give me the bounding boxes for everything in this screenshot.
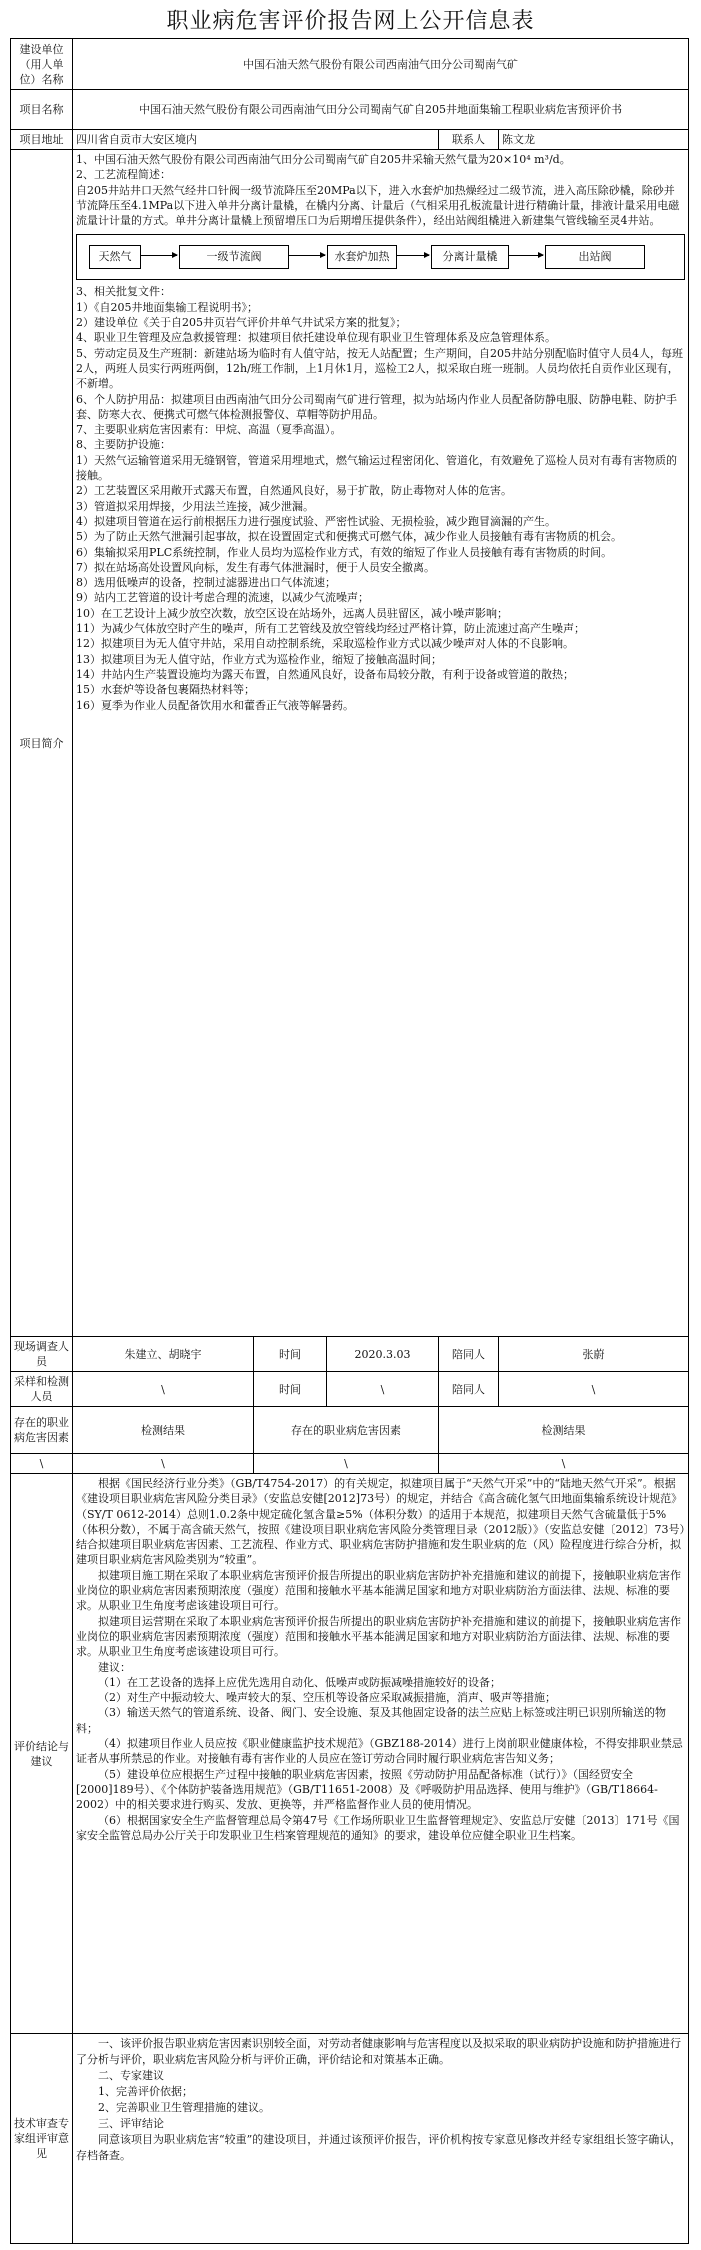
intro-p5: 1）《自205井地面集输工程说明书》；	[76, 300, 258, 314]
measure-4: 4）拟建项目管道在运行前根据压力进行强度试验、严密性试验、无损检验，减少跑冒滴漏的产生。	[76, 514, 556, 528]
row-sampling	[11, 1372, 689, 1407]
hazards-result-label-2: 检测结果	[439, 1407, 689, 1454]
hazards-value-4: \	[439, 1454, 689, 1474]
flow-step-heater: 水套炉加热	[327, 245, 397, 269]
suggestion-6: （6）根据国家安全生产监督管理总局令第47号《工作场所职业卫生监督管理规定》、安监总厅安健〔2013〕171号《国家安全监管总局办公厅关于印发职业卫生档案管理规范的通知》的要求，建设单位应健全职业卫生档案。	[76, 1813, 680, 1842]
intro-p4: 3、相关批复文件：	[76, 285, 171, 299]
address-label: 项目地址	[11, 130, 73, 150]
row-unit	[11, 39, 689, 90]
survey-value: 朱建立、胡晓宇	[73, 1337, 254, 1372]
measure-6: 6）集输拟采用PLC系统控制，作业人员均为巡检作业方式，有效的缩短了作业人员接触有毒有害物质的时间。	[76, 545, 613, 559]
intro-p8: 5、劳动定员及生产班制：新建站场为临时有人值守站，按无人站配置；生产期间，自205井站分别配临时值守人员4人，每班2人，两班人员实行两班两倒，12h/班工作制，上1月休1月，巡检工2人，拟采取白班一班制。人员均依托自贡作业区现有，不新增。	[76, 346, 683, 391]
flow-step-gas: 天然气	[89, 245, 141, 269]
row-project	[11, 90, 689, 130]
suggestion-heading: 建议：	[98, 1660, 131, 1674]
review-content	[73, 2034, 689, 2244]
review-p5: 三、评审结论	[98, 2117, 164, 2130]
conclusion-content	[73, 1474, 689, 2034]
contact-label: 联系人	[439, 130, 499, 150]
suggestion-2: （2）对生产中振动较大、噪声较大的泵、空压机等设备应采取减振措施，消声、吸声等措施；	[98, 1691, 556, 1705]
survey-label: 现场调查人员	[11, 1337, 73, 1372]
sampling-label: 采样和检测人员	[11, 1372, 73, 1407]
flow-arrow	[141, 255, 177, 256]
suggestion-4: （4）拟建项目作业人员应按《职业健康监护技术规范》（GBZ188-2014）进行上岗前职业健康体检，不得安排职业禁忌证者从事所禁忌的作业。对接触有毒有害作业的人员应在签订劳动合同时履行职业病危害告知义务；	[76, 1737, 683, 1766]
flow-arrow	[289, 255, 325, 256]
project-value: 中国石油天然气股份有限公司西南油气田分公司蜀南气矿自205井地面集输工程职业病危害预评价书	[73, 90, 689, 130]
measure-14: 14）井站内生产装置设施均为露天布置，自然通风良好，设备布局较分散，有利于设备或管道的散热；	[76, 667, 574, 681]
review-p3: 1、完善评价依据；	[98, 2085, 193, 2098]
intro-p2: 2、工艺流程简述：	[76, 168, 171, 182]
contact-value: 陈文龙	[499, 130, 689, 150]
row-hazards-header	[11, 1407, 689, 1454]
hazards-factor-label: 存在的职业病危害因素	[254, 1407, 439, 1454]
measure-3: 3）管道拟采用焊接，少用法兰连接，减少泄漏。	[76, 499, 314, 513]
measure-13: 13）拟建项目为无人值守站，作业方式为巡检作业，缩短了接触高温时间；	[76, 652, 442, 666]
unit-label: 建设单位（用人单位）名称	[11, 39, 73, 90]
measure-8: 8）选用低噪声的设备，控制过滤器进出口气体流速；	[76, 576, 336, 590]
measure-2: 2）工艺装置区采用敞开式露天布置，自然通风良好，易于扩散，防止毒物对人体的危害。	[76, 484, 512, 498]
sampling-time-label: 时间	[254, 1372, 327, 1407]
survey-accompany-value: 张蔚	[499, 1337, 689, 1372]
measure-10: 10）在工艺设计上减少放空次数，放空区设在站场外，远离人员驻留区，减小噪声影响；	[76, 606, 508, 620]
intro-p1: 1、中国石油天然气股份有限公司西南油气田分公司蜀南气矿自205井采输天然气量为20×10⁴ m³/d。	[76, 153, 571, 166]
conclusion-p3: 拟建项目运营期在采取了本职业病危害预评价报告所提出的职业病危害防护补充措施和建议的前提下，接触职业病危害作业岗位的职业病危害因素预期浓度（强度）范围和接触水平基本能满足国家和地方对职业病防治方面法律、法规、标准的要求。从职业卫生角度考虑该建设项目可行。	[76, 1614, 681, 1659]
hazards-value-1: \	[11, 1454, 73, 1474]
intro-p6: 2）建设单位《关于自205井页岩气评价井单气井试采方案的批复》；	[76, 316, 407, 330]
intro-p3: 自205井站井口天然气经井口针阀一级节流降压至20MPa以下，进入水套炉加热燥经过二级节流，进入高压除砂橇，除砂并节流降压至4.1MPa以下进入单井分离计量橇，在橇内分离、计量后（气相采用孔板流量计进行精确计量，排液计量采用电磁流量计计量的方式。单井分离计量橇上预留增压口为后期增压提供条件），经出站阀组橇进入新建集气管线输至灵4井站。	[76, 183, 680, 228]
row-review	[11, 2034, 689, 2244]
measure-11: 11）为减少气体放空时产生的噪声，所有工艺管线及放空管线均经过严格计算，防止流速过高产生噪声；	[76, 622, 585, 636]
flow-step-throttle: 一级节流阀	[179, 245, 289, 269]
intro-p9: 6、个人防护用品：拟建项目由西南油气田分公司蜀南气矿进行管理，拟为站场内作业人员配备防静电服、防静电鞋、防护手套、防寒大衣、便携式可燃气体检测报警仪、草帽等防护用品。	[76, 392, 677, 421]
survey-time-label: 时间	[254, 1337, 327, 1372]
intro-label: 项目简介	[11, 150, 73, 1337]
review-p1: 一、该评价报告职业病危害因素识别较全面，对劳动者健康影响与危害程度以及拟采取的职业病防护设施和防护措施进行了分析与评价，职业病危害风险分析与评价正确，评价结论和对策基本正确。	[76, 2037, 681, 2066]
intro-p10: 7、主要职业病危害因素有：甲烷、高温（夏季高温）。	[76, 423, 342, 437]
review-p4: 2、完善职业卫生管理措施的建议。	[98, 2101, 270, 2114]
process-flow-diagram	[76, 234, 685, 280]
intro-p11: 8、主要防护设施：	[76, 438, 171, 452]
unit-value: 中国石油天然气股份有限公司西南油气田分公司蜀南气矿	[73, 39, 689, 90]
suggestion-1: （1）在工艺设备的选择上应优先选用自动化、低噪声或防振减噪措施较好的设备；	[98, 1675, 501, 1689]
row-conclusion	[11, 1474, 689, 2034]
hazards-result-label: 检测结果	[73, 1407, 254, 1454]
measure-12: 12）拟建项目为无人值守井站，采用自动控制系统，采取巡检作业方式以减少噪声对人体的不良影响。	[76, 637, 574, 651]
measure-1: 1）天然气运输管道采用无缝钢管，管道采用埋地式，燃气输运过程密闭化、管道化，有效避免了巡检人员对有毒有害物质的接触。	[76, 453, 677, 483]
sampling-accompany-value: \	[499, 1372, 689, 1407]
conclusion-p2: 拟建项目施工期在采取了本职业病危害预评价报告所提出的职业病危害防护补充措施和建议的前提下，接触职业病危害作业岗位的职业病危害因素预期浓度（强度）范围和接触水平基本能满足国家和地方对职业病防治方面法律、法规、标准的要求。从职业卫生角度考虑该建设项目可行。	[76, 1568, 681, 1613]
hazards-value-2: \	[73, 1454, 254, 1474]
flow-arrow	[509, 255, 543, 256]
intro-content	[73, 150, 689, 1337]
measure-9: 9）站内工艺管道的设计考虑合理的流速，以减少气流噪声；	[76, 591, 369, 605]
flow-step-outlet: 出站阀	[545, 245, 645, 269]
measure-5: 5）为了防止天然气泄漏引起事故，拟在设置固定式和便携式可燃气体，减少作业人员接触有毒有害物质的机会。	[76, 530, 622, 544]
sampling-accompany-label: 陪同人	[439, 1372, 499, 1407]
flow-arrow	[397, 255, 429, 256]
review-label: 技术审查专家组评审意见	[11, 2034, 73, 2244]
intro-p7: 4、职业卫生管理及应急救援管理：拟建项目依托建设单位现有职业卫生管理体系及应急管理体系。	[76, 331, 556, 345]
row-intro	[11, 150, 689, 1337]
survey-time-value: 2020.3.03	[327, 1337, 439, 1372]
hazards-label: 存在的职业病危害因素	[11, 1407, 73, 1454]
measure-7: 7）拟在站场高处设置风向标，发生有毒气体泄漏时，便于人员安全撤离。	[76, 560, 435, 574]
suggestion-3: （3）输送天然气的管道系统、设备、阀门、安全设施、泵及其他固定设备的法兰应贴上标签或注明已识别所输送的物料；	[76, 1706, 666, 1735]
survey-accompany-label: 陪同人	[439, 1337, 499, 1372]
conclusion-label: 评价结论与建议	[11, 1474, 73, 2034]
row-survey	[11, 1337, 689, 1372]
page-title: 职业病危害评价报告网上公开信息表	[166, 9, 535, 34]
hazards-value-3: \	[254, 1454, 439, 1474]
measure-16: 16）夏季为作业人员配备饮用水和藿香正气液等解暑药。	[76, 698, 354, 712]
row-address	[11, 130, 689, 150]
conclusion-p1: 根据《国民经济行业分类》（GB/T4754-2017）的有关规定，拟建项目属于“天然气开采”中的“陆地天然气开采”。根据《建设项目职业病危害风险分类目录》（安监总安健[2012]73号）的规定，并结合《高含硫化氢气田地面集输系统设计规范》（SY/T 0612-2014）总则1.0.2条中规定硫化氢含量≥5%（体积分数）的适用于本规范，拟建项目天然气含硫量低于5%（体积分数），不属于高含硫天然气，按照《建设项目职业病危害风险分类管理目录（2012版）》（安监总安健〔2012〕73号）结合拟建项目职业病危害因素、工艺流程、作业方式、职业病危害防护措施和发生职业病的危（风）险程度进行综合分析，拟建项目职业病危害风险类别为“较重”。	[76, 1477, 685, 1567]
flow-step-separator: 分离计量橇	[431, 245, 509, 269]
project-label: 项目名称	[11, 90, 73, 130]
sampling-time-value: \	[327, 1372, 439, 1407]
suggestion-5: （5）建设单位应根据生产过程中接触的职业病危害因素，按照《劳动防护用品配备标准（试行）》（国经贸安全[2000]189号）、《个体防护装备选用规范》（GB/T11651-2008）及《呼吸防护用品选择、使用与维护》（GB/T18664-2002）中的相关要求进行购买、发放、更换等，并严格监督作业人员的使用情况。	[76, 1767, 658, 1812]
sampling-value: \	[73, 1372, 254, 1407]
info-table	[10, 38, 689, 2244]
address-value: 四川省自贡市大安区境内	[73, 130, 439, 150]
review-p6: 同意该项目为职业病危害“较重”的建设项目，并通过该预评价报告，评价机构按专家意见修改并经专家组组长签字确认，存档备查。	[76, 2133, 682, 2162]
row-hazards-values	[11, 1454, 689, 1474]
review-p2: 二、专家建议	[98, 2069, 164, 2082]
measure-15: 15）水套炉等设备包裹隔热材料等；	[76, 683, 255, 697]
